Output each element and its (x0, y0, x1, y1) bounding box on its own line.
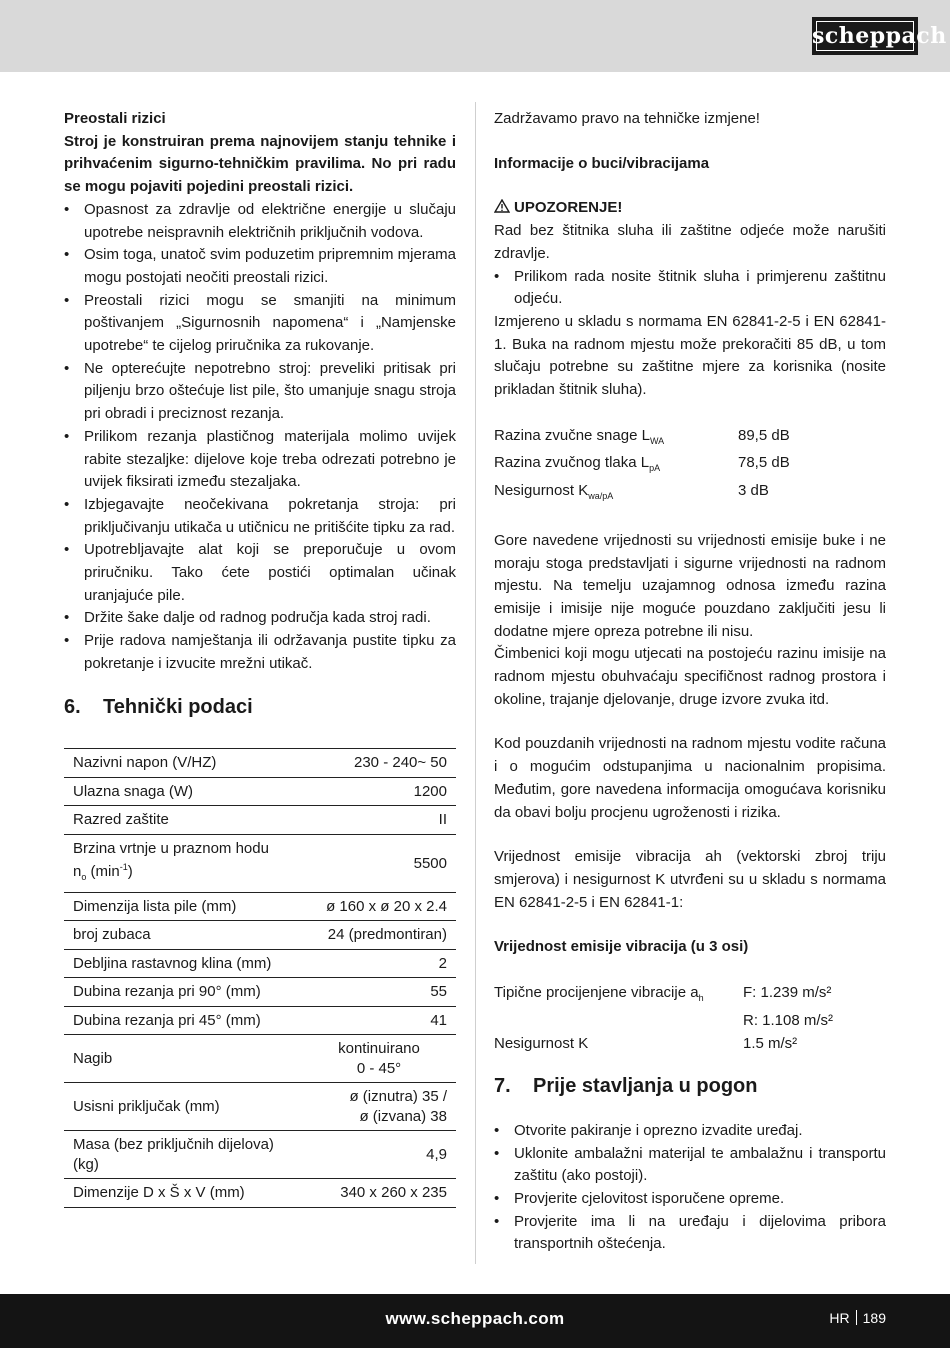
table-cell-value: 1200 (302, 777, 456, 806)
left-column (64, 108, 456, 1208)
table-row (64, 949, 456, 978)
table-cell-label: Razred zaštite (64, 806, 302, 835)
vibration-title: Vrijednost emisije vibracija (u 3 osi) (494, 938, 749, 956)
noise-row (494, 452, 886, 480)
table-row (64, 777, 456, 806)
table-cell-value (302, 1083, 456, 1131)
table-cell-label: Dubina rezanja pri 90° (mm) (64, 978, 302, 1007)
label-unit-end: ) (127, 863, 133, 881)
warning-label: UPOZORENJE! (514, 199, 623, 217)
noise-value: 89,5 dB (738, 426, 790, 444)
vibration-row (494, 982, 886, 1010)
value-line: ø (iznutra) 35 / (349, 1088, 447, 1106)
table-cell-value: ø 160 x ø 20 x 2.4 (302, 892, 456, 921)
noise-row (494, 480, 886, 508)
table-cell-label: Masa (bez priključnih dijelova) (kg) (64, 1131, 302, 1179)
table-row (64, 806, 456, 835)
table-row (64, 1131, 456, 1179)
value-line: 0 - 45° (356, 1059, 402, 1077)
table-cell-value: 41 (302, 1006, 456, 1035)
list-item: • Izbjegavajte neočekivana pokretanja stroja: pri priključivanju utikača u utičnicu ne pritišćite tipku za rad. (64, 494, 456, 539)
table-cell-value: 55 (302, 978, 456, 1007)
scheppach-logo: scheppach (812, 17, 918, 55)
table-cell-value (302, 1035, 456, 1083)
vibration-value: F: 1.239 m/s² (743, 984, 832, 1002)
label-symbol: n (73, 863, 82, 881)
section-number: 6. (64, 695, 81, 718)
paragraph: Vrijednost emisije vibracija ah (vektorski zbroj triju smjerova) i nesigurnost K utvrđeni su u skladu s normama EN 62841-2-5 i EN 62841-1: (494, 848, 886, 911)
startup-list (494, 1120, 886, 1256)
noise-label (494, 452, 738, 480)
reserve-note: Zadržavamo pravo na tehničke izmjene! (494, 110, 760, 127)
label-text: Nesigurnost K (494, 482, 589, 500)
warning-list (494, 266, 886, 311)
section-6-heading (64, 696, 456, 719)
label-unit: (min (86, 863, 120, 881)
page-number: 189 (862, 1310, 886, 1326)
table-cell-value: 2 (302, 949, 456, 978)
tech-data-table (64, 748, 456, 1208)
vibration-values (494, 982, 886, 1055)
header-bar (0, 0, 950, 72)
section-7-heading (494, 1075, 886, 1098)
list-item: • Provjerite ima li na uređaju i dijelovima pribora transportnih oštećenja. (494, 1211, 886, 1256)
label-subscript: WA (649, 435, 665, 446)
noise-label (494, 480, 738, 508)
list-item: • Provjerite cjelovitost isporučene opreme. (494, 1188, 886, 1211)
list-item: • Držite šake dalje od radnog područja kada stroj radi. (64, 607, 456, 630)
noise-vibration-title: Informacije o buci/vibracijama (494, 154, 710, 172)
table-cell-label: Ulazna snaga (W) (64, 777, 302, 806)
section-title: Prije stavljanja u pogon (533, 1075, 758, 1098)
list-item: • Prilikom rada nosite štitnik sluha i primjerenu zaštitnu odjeću. (494, 266, 886, 311)
table-cell-label: Debljina rastavnog klina (mm) (64, 949, 302, 978)
table-cell-value: 24 (predmontiran) (302, 921, 456, 950)
table-row (64, 1006, 456, 1035)
warning-text: Rad bez štitnika sluha ili zaštitne odjeće može narušiti zdravlje. (494, 222, 886, 262)
measurement-note: Izmjereno u skladu s normama EN 62841-2-5 i EN 62841-1. Buka na radnom mjestu može prekoračiti 85 dB, u tom slučaju potrebne su zaštitne mjere za korisnika (nosite prikladan štitnik sluha). (494, 312, 886, 399)
list-item: • Uklonite ambalažni materijal te ambalažnu i transportu zaštitu (ako postoji). (494, 1143, 886, 1188)
label-text: Razina zvučnog tlaka L (494, 454, 650, 472)
list-item: • Prije radova namještanja ili održavanja pustite tipku za pokretanje i izvucite mrežni utikač. (64, 630, 456, 675)
noise-value: 3 dB (738, 482, 769, 500)
table-cell-value: 340 x 260 x 235 (302, 1179, 456, 1208)
table-cell-label: Dimenzija lista pile (mm) (64, 892, 302, 921)
table-row (64, 921, 456, 950)
vibration-value: 1.5 m/s² (743, 1034, 798, 1052)
warning-heading (494, 197, 886, 220)
noise-value: 78,5 dB (738, 454, 790, 472)
vibration-label (494, 982, 743, 1010)
vibration-label: Nesigurnost K (494, 1034, 589, 1052)
label-line: Brzina vrtnje u praznom hodu (73, 839, 269, 857)
page-separator (856, 1310, 857, 1325)
table-row (64, 749, 456, 778)
list-item: • Preostali rizici mogu se smanjiti na minimum poštivanjem „Sigurnosnih napomena“ i „Namjenske upotrebe“ te cijelog priručnika za rukovanje. (64, 290, 456, 358)
column-divider (475, 102, 476, 1264)
table-row (64, 1035, 456, 1083)
table-cell-label: Usisni priključak (mm) (64, 1083, 302, 1131)
paragraph: Čimbenici koji mogu utjecati na postojeću razinu imisije na radnom mjestu obuhvaćaju specifičnost radnog prostora i okoline, trajanje djelovanje, druge izvore zvuka itd. (494, 645, 886, 708)
residual-risks-list (64, 199, 456, 676)
table-cell-label: Dubina rezanja pri 45° (mm) (64, 1006, 302, 1035)
table-cell-label: Nazivni napon (V/HZ) (64, 749, 302, 778)
value-line: ø (izvana) 38 (359, 1107, 447, 1125)
list-item: • Osim toga, unatoč svim poduzetim pripremnim mjerama mogu postojati neočiti preostali rizici. (64, 244, 456, 289)
label-subscript: h (698, 993, 704, 1004)
table-row (64, 1083, 456, 1131)
vibration-value: R: 1.108 m/s² (743, 1011, 834, 1029)
right-column (494, 108, 886, 1256)
table-cell-label (64, 834, 302, 892)
language-code: HR (829, 1310, 850, 1326)
noise-label (494, 425, 738, 453)
table-cell-value: 230 - 240~ 50 (302, 749, 456, 778)
warning-icon (494, 199, 510, 213)
label-text: Tipične procijenjene vibracije a (494, 984, 699, 1002)
table-row (64, 892, 456, 921)
value-line: kontinuirano (338, 1040, 420, 1058)
footer-bar (0, 1294, 950, 1348)
label-subscript: wa/pA (588, 491, 614, 502)
table-row (64, 978, 456, 1007)
noise-row (494, 425, 886, 453)
table-cell-value: II (302, 806, 456, 835)
label-subscript: o (81, 872, 87, 883)
residual-risks-intro: Stroj je konstruiran prema najnovijem stanju tehnike i prihvaćenim sigurno-tehničkim pravilima. No pri radu se mogu pojaviti pojedini preostali rizici. (64, 132, 456, 196)
label-text: Razina zvučne snage L (494, 426, 650, 444)
vibration-row (494, 1033, 886, 1056)
website-link[interactable]: www.scheppach.com (385, 1309, 565, 1328)
section-number: 7. (494, 1075, 511, 1098)
page-indicator (829, 1310, 886, 1326)
noise-values (494, 425, 886, 508)
label-subscript: pA (649, 463, 661, 474)
list-item: • Opasnost za zdravlje od električne energije u slučaju upotrebe neispravnih električnih priključnih vodova. (64, 199, 456, 244)
list-item: • Ne opterećujte nepotrebno stroj: preveliki pritisak pri piljenju brzo oštećuje list pile, što umanjuje snagu stroja pri obradi i preciznost rezanja. (64, 358, 456, 426)
residual-risks-title: Preostali rizici (64, 110, 166, 127)
table-cell-value: 5500 (302, 834, 456, 892)
paragraph: Gore navedene vrijednosti su vrijednosti emisije buke i ne moraju stoga predstavljati i sigurne vrijednosti na radnom mjestu. Na temelju uzajamnog odnosa između razina emisije i imisije nije moguće pouzdano zaključiti jesu li dodatne mjere opreza potrebne ili nisu. (494, 531, 886, 640)
table-row (64, 834, 456, 892)
list-item: • Upotrebljavajte alat koji se preporučuje u ovom priručniku. Tako ćete postići optimalan učinak uranjajuće pile. (64, 539, 456, 607)
table-cell-label: Dimenzije D x Š x V (mm) (64, 1179, 302, 1208)
section-title: Tehnički podaci (103, 695, 253, 718)
table-row (64, 1179, 456, 1208)
list-item: • Otvorite pakiranje i oprezno izvadite uređaj. (494, 1120, 886, 1143)
table-cell-label: broj zubaca (64, 921, 302, 950)
table-cell-value: 4,9 (302, 1131, 456, 1179)
list-item: • Prilikom rezanja plastičnog materijala molimo uvijek rabite stezaljke: dijelove koje treba odrezati potrebno je uvijek fiksirati između stezaljaka. (64, 426, 456, 494)
table-cell-label: Nagib (64, 1035, 302, 1083)
label-superscript: -1 (119, 862, 128, 873)
paragraph: Kod pouzdanih vrijednosti na radnom mjestu vodite računa i o mogućim odstupanjima u nacionalnim propisima. Međutim, gore navedena informacija omogućava korisniku da obavi bolju procjenu ugroženosti i rizika. (494, 735, 886, 821)
